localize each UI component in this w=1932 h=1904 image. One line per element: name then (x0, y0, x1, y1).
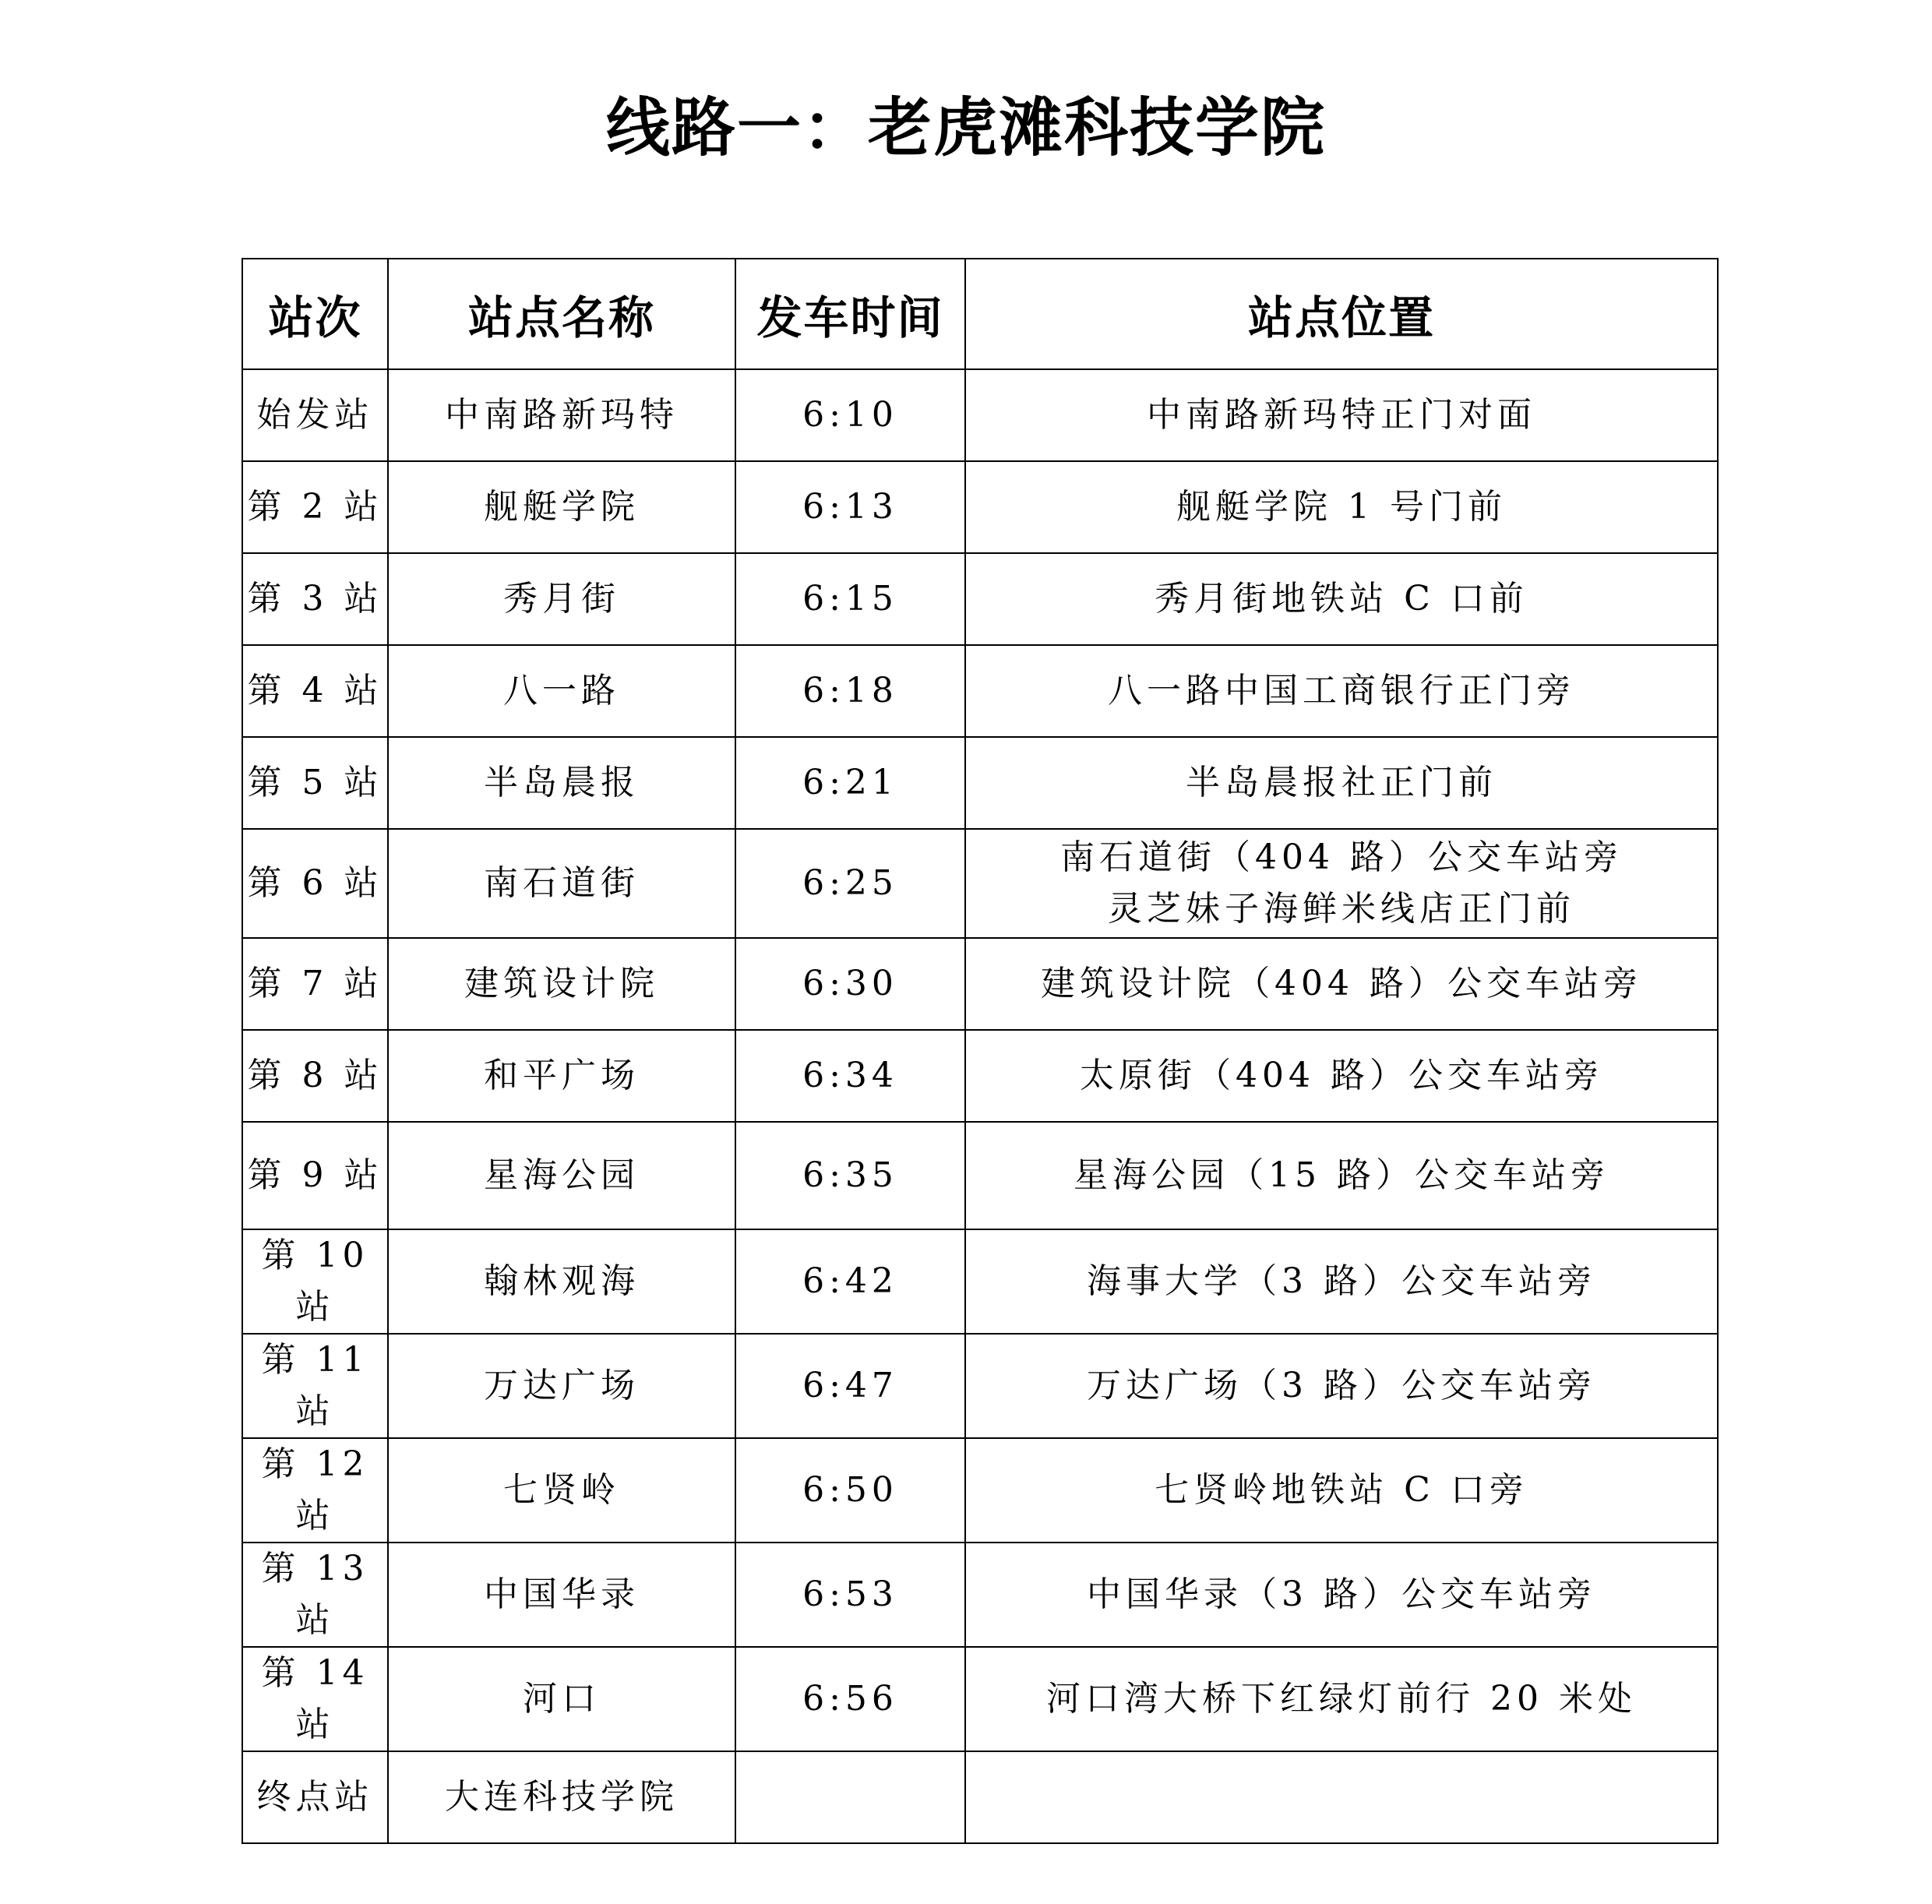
stop-location-line: 南石道街（404 路）公交车站旁 (1060, 837, 1623, 877)
stop-name: 万达广场 (388, 1334, 735, 1438)
stop-location (965, 829, 1718, 938)
table-row (242, 1334, 1718, 1438)
departure-time: 6:42 (735, 1229, 965, 1334)
table-row (242, 369, 1718, 461)
departure-time: 6:10 (735, 369, 965, 461)
table-row (242, 461, 1718, 553)
table-row (242, 938, 1718, 1030)
stop-location (965, 1751, 1718, 1843)
stop-name: 八一路 (388, 645, 735, 737)
stop-number: 始发站 (242, 369, 388, 461)
table-row (242, 737, 1718, 829)
table-row (242, 1122, 1718, 1229)
departure-time: 6:53 (735, 1543, 965, 1647)
table-row (242, 829, 1718, 938)
stop-location-line: 半岛晨报社正门前 (1186, 763, 1497, 802)
departure-time: 6:13 (735, 461, 965, 553)
stop-name: 中南路新玛特 (388, 369, 735, 461)
stop-number: 第 8 站 (242, 1030, 388, 1122)
stop-location-line: 中国华录（3 路）公交车站旁 (1087, 1574, 1596, 1614)
page-title: 线路一：老虎滩科技学院 (605, 91, 1326, 165)
stop-location (965, 1647, 1718, 1751)
stop-location (965, 1543, 1718, 1647)
stop-name: 大连科技学院 (388, 1751, 735, 1843)
stop-name: 秀月街 (388, 553, 735, 645)
stop-number: 第 11 站 (242, 1334, 388, 1438)
bus-schedule-table (242, 258, 1719, 1844)
stop-name: 南石道街 (388, 829, 735, 938)
header-stop-location: 站点位置 (965, 259, 1718, 369)
stop-location-line: 河口湾大桥下红绿灯前行 20 米处 (1046, 1679, 1637, 1719)
stop-location-line: 星海公园（15 路）公交车站旁 (1074, 1155, 1609, 1195)
departure-time: 6:35 (735, 1122, 965, 1229)
table-row (242, 1229, 1718, 1334)
departure-time: 6:56 (735, 1647, 965, 1751)
departure-time: 6:21 (735, 737, 965, 829)
stop-location-line: 太原街（404 路）公交车站旁 (1080, 1056, 1603, 1095)
stop-location (965, 1122, 1718, 1229)
stop-number: 第 5 站 (242, 737, 388, 829)
stop-number: 第 3 站 (242, 553, 388, 645)
stop-location (965, 1229, 1718, 1334)
table-row (242, 553, 1718, 645)
header-stop-number: 站次 (242, 259, 388, 369)
stop-location (965, 461, 1718, 553)
stop-location (965, 553, 1718, 645)
departure-time: 6:15 (735, 553, 965, 645)
stop-location (965, 737, 1718, 829)
stop-location-line: 海事大学（3 路）公交车站旁 (1087, 1261, 1596, 1301)
stop-name: 中国华录 (388, 1543, 735, 1647)
stop-location-line: 中南路新玛特正门对面 (1147, 395, 1536, 435)
departure-time: 6:34 (735, 1030, 965, 1122)
stop-location-line: 舰艇学院 1 号门前 (1176, 487, 1507, 527)
departure-time: 6:30 (735, 938, 965, 1030)
stop-location-line: 万达广场（3 路）公交车站旁 (1087, 1366, 1596, 1405)
stop-location (965, 369, 1718, 461)
table-row (242, 645, 1718, 737)
stop-name: 星海公园 (388, 1122, 735, 1229)
stop-name: 建筑设计院 (388, 938, 735, 1030)
table-row (242, 1438, 1718, 1543)
departure-time (735, 1751, 965, 1843)
stop-location-line: 七贤岭地铁站 C 口旁 (1155, 1470, 1528, 1510)
stop-number: 第 7 站 (242, 938, 388, 1030)
table-row (242, 1751, 1718, 1843)
stop-number: 第 6 站 (242, 829, 388, 938)
header-stop-name: 站点名称 (388, 259, 735, 369)
stop-number: 第 12 站 (242, 1438, 388, 1543)
table-row (242, 1030, 1718, 1122)
table-header-row (242, 259, 1718, 369)
table-row (242, 1647, 1718, 1751)
stop-location (965, 1438, 1718, 1543)
stop-location-line: 灵芝妹子海鲜米线店正门前 (1108, 889, 1575, 929)
departure-time: 6:50 (735, 1438, 965, 1543)
stop-number: 第 14 站 (242, 1647, 388, 1751)
stop-location (965, 1334, 1718, 1438)
departure-time: 6:25 (735, 829, 965, 938)
header-departure-time: 发车时间 (735, 259, 965, 369)
stop-name: 舰艇学院 (388, 461, 735, 553)
stop-location (965, 1030, 1718, 1122)
stop-number: 第 13 站 (242, 1543, 388, 1647)
stop-location-line: 建筑设计院（404 路）公交车站旁 (1041, 964, 1642, 1003)
table-row (242, 1543, 1718, 1647)
departure-time: 6:47 (735, 1334, 965, 1438)
stop-number: 终点站 (242, 1751, 388, 1843)
stop-location-line: 秀月街地铁站 C 口前 (1155, 579, 1528, 619)
stop-number: 第 2 站 (242, 461, 388, 553)
departure-time: 6:18 (735, 645, 965, 737)
stop-name: 半岛晨报 (388, 737, 735, 829)
stop-location-line: 八一路中国工商银行正门旁 (1108, 671, 1575, 710)
stop-name: 七贤岭 (388, 1438, 735, 1543)
stop-number: 第 4 站 (242, 645, 388, 737)
stop-name: 河口 (388, 1647, 735, 1751)
stop-name: 和平广场 (388, 1030, 735, 1122)
stop-location (965, 645, 1718, 737)
stop-number: 第 9 站 (242, 1122, 388, 1229)
stop-name: 翰林观海 (388, 1229, 735, 1334)
stop-location (965, 938, 1718, 1030)
stop-number: 第 10 站 (242, 1229, 388, 1334)
